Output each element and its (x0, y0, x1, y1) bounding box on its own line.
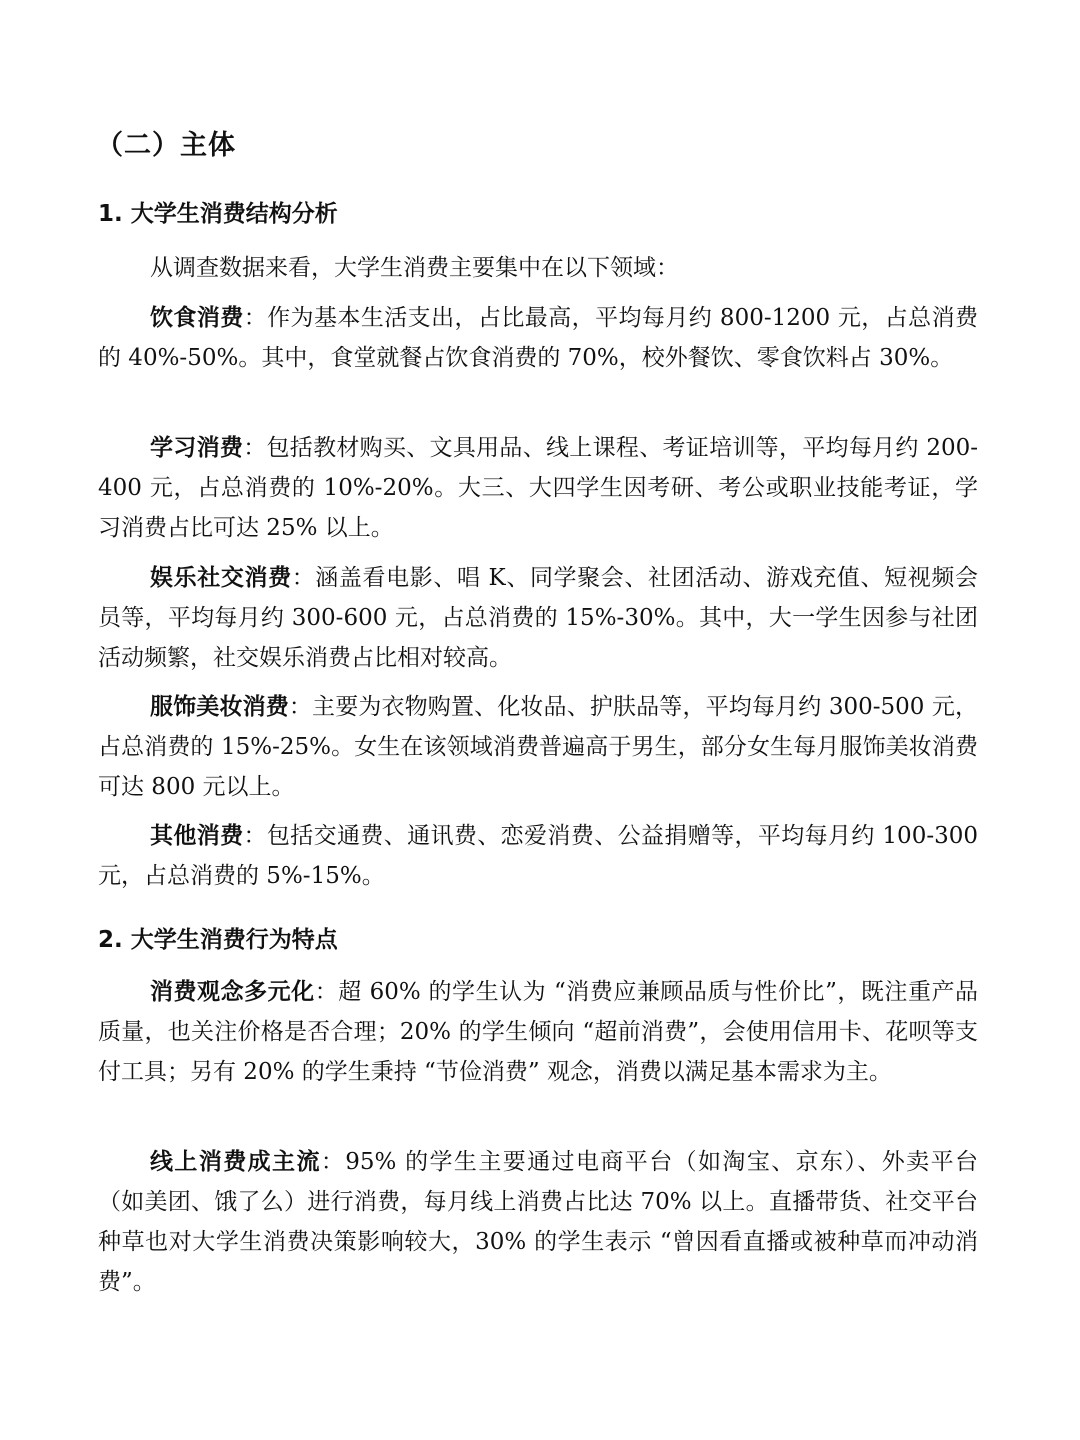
paragraph-text: ：涵盖看电影、唱 K、同学聚会、社团活动、游戏充值、短视频会员等，平均每月约 300-600 元，占总消费的 15%-30%。其中，大一学生因参与社团活动频繁，社交娱乐消费占比相对较高。 (98, 565, 978, 671)
paragraph-text: ：95% 的学生主要通过电商平台（如淘宝、京东）、外卖平台（如美团、饿了么）进行消费，每月线上消费占比达 70% 以上。直播带货、社交平台种草也对大学生消费决策影响较大，30% 的学生表示 “曾因看直播或被种草而冲动消费”。 (98, 1149, 978, 1295)
paragraph-clothing (98, 687, 978, 807)
paragraph-food (98, 298, 978, 378)
part1-intro: 从调查数据来看，大学生消费主要集中在以下领域： (150, 255, 679, 281)
part2-heading: 2. 大学生消费行为特点 (98, 927, 338, 953)
section-title: （二）主体 (96, 130, 236, 161)
paragraph-lead: 消费观念多元化 (150, 979, 315, 1005)
paragraph-consumption-concept (98, 972, 978, 1092)
paragraph-text: ：包括交通费、通讯费、恋爱消费、公益捐赠等，平均每月约 100-300 元，占总消费的 5%-15%。 (98, 823, 978, 889)
paragraph-lead: 饮食消费 (150, 305, 244, 331)
paragraph-lead: 其他消费 (150, 823, 244, 849)
paragraph-lead: 娱乐社交消费 (150, 565, 292, 591)
paragraph-lead: 线上消费成主流 (150, 1149, 321, 1175)
paragraph-text: ：超 60% 的学生认为 “消费应兼顾品质与性价比”，既注重产品质量，也关注价格是否合理；20% 的学生倾向 “超前消费”，会使用信用卡、花呗等支付工具；另有 20% 的学生秉持 “节俭消费” 观念，消费以满足基本需求为主。 (98, 979, 978, 1085)
paragraph-text: ：作为基本生活支出，占比最高，平均每月约 800-1200 元，占总消费的 40%-50%。其中，食堂就餐占饮食消费的 70%，校外餐饮、零食饮料占 30%。 (98, 305, 979, 371)
paragraph-text: ：主要为衣物购置、化妆品、护肤品等，平均每月约 300-500 元，占总消费的 15%-25%。女生在该领域消费普遍高于男生，部分女生每月服饰美妆消费可达 800 元以上。 (98, 694, 978, 800)
paragraph-lead: 服饰美妆消费 (150, 694, 289, 720)
paragraph-text: ：包括教材购买、文具用品、线上课程、考证培训等，平均每月约 200-400 元，占总消费的 10%-20%。大三、大四学生因考研、考公或职业技能考证，学习消费占比可达 25% 以上。 (98, 435, 979, 541)
paragraph-entertainment (98, 558, 978, 678)
paragraph-online-consumption (98, 1142, 978, 1302)
paragraph-study (98, 428, 978, 548)
paragraph-lead: 学习消费 (150, 435, 244, 461)
part1-heading: 1. 大学生消费结构分析 (98, 201, 338, 227)
paragraph-other (98, 816, 978, 896)
